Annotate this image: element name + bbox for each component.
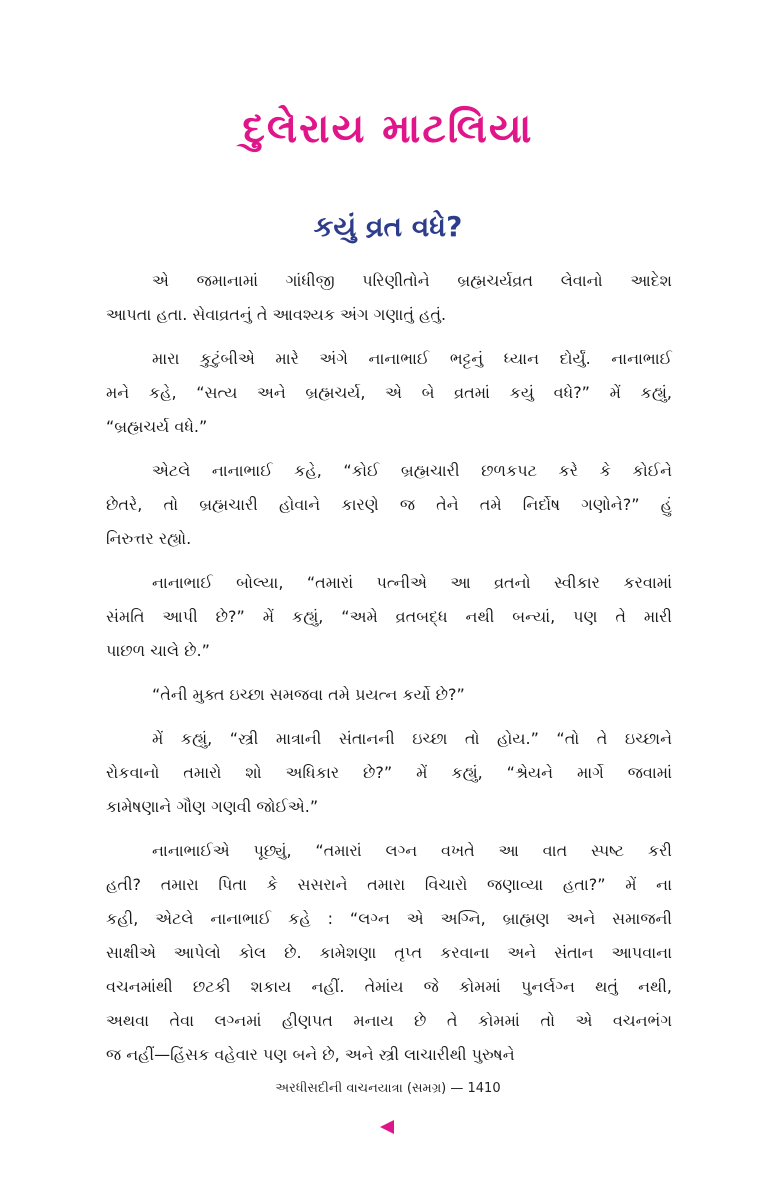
paragraph-line: કહી, એટલે નાનાભાઈ કહે : “લગ્ન એ અગ્નિ, બ્રાહ્મણ અને સમાજની <box>106 909 672 928</box>
paragraph-line: અથવા તેવા લગ્નમાં હીણપત મનાય છે તે કોમમાં તો એ વચનભંગ <box>106 1011 672 1030</box>
paragraph <box>106 342 672 444</box>
paragraph-line: વચનમાંથી છટકી શકાય નહીં. તેમાંય જે કોમમાં પુનર્લગ્ન થતું નથી, <box>106 977 672 996</box>
paragraph <box>106 264 672 332</box>
paragraph-line: મને કહે, “સત્ય અને બ્રહ્મચર્ય, એ બે વ્રતમાં કયું વધે?” મેં કહ્યું, <box>106 383 672 402</box>
story-body <box>106 264 672 1082</box>
story-title: કયું વ્રત વધે? <box>313 210 463 243</box>
paragraph-line: સંમતિ આપી છે?” મેં કહ્યું, “અમે વ્રતબદ્ધ નથી બન્યાં, પણ તે મારી <box>106 607 672 626</box>
paragraph-line: રોકવાનો તમારો શો અધિકાર છે?” મેં કહ્યું, “શ્રેયને માર્ગે જવામાં <box>106 763 672 782</box>
paragraph-line: નાનાભાઈ બોલ્યા, “તમારાં પત્નીએ આ વ્રતનો સ્વીકાર કરવામાં <box>152 573 672 592</box>
paragraph-line: કામેષણાને ગૌણ ગણવી જોઈએ.” <box>106 797 319 816</box>
previous-page-arrow-icon[interactable] <box>380 1120 394 1134</box>
paragraph <box>106 454 672 556</box>
paragraph-line: એ જમાનામાં ગાંધીજી પરિણીતોને બ્રહ્મચર્યવ્રત લેવાનો આદેશ <box>152 271 672 290</box>
paragraph <box>106 834 672 1072</box>
paragraph-line: મેં કહ્યું, “સ્ત્રી માત્રાની સંતાનની ઇચ્છા તો હોય.” “તો તે ઇચ્છાને <box>152 729 672 748</box>
paragraph-line: મારા કુટુંબીએ મારે અંગે નાનાભાઈ ભટ્ટનું ધ્યાન દોર્યું. નાનાભાઈ <box>152 349 672 368</box>
paragraph-line: એટલે નાનાભાઈ કહે, “કોઈ બ્રહ્મચારી છળકપટ કરે કે કોઈને <box>152 461 672 480</box>
author-name: દુલેરાય માટલિયા <box>242 106 534 152</box>
paragraph-line: નિરુત્તર રહ્યો. <box>106 529 192 548</box>
paragraph-line: આપતા હતા. સેવાવ્રતનું તે આવશ્યક અંગ ગણાતું હતું. <box>106 305 447 324</box>
paragraph-line: હતી? તમારા પિતા કે સસરાને તમારા વિચારો જણાવ્યા હતા?” મેં ના <box>106 875 672 894</box>
paragraph-line: “બ્રહ્મચર્ય વધે.” <box>106 417 208 436</box>
paragraph <box>106 678 672 712</box>
paragraph <box>106 722 672 824</box>
paragraph-line: સાક્ષીએ આપેલો કોલ છે. કામેશણા તૃપ્ત કરવાના અને સંતાન આપવાના <box>106 943 672 962</box>
paragraph-line: નાનાભાઈએ પૂછ્યું, “તમારાં લગ્ન વખતે આ વાત સ્પષ્ટ કરી <box>152 841 672 860</box>
paragraph-line: પાછળ ચાલે છે.” <box>106 641 210 660</box>
paragraph-line: છેતરે, તો બ્રહ્મચારી હોવાને કારણે જ તેને તમે નિર્દોષ ગણોને?” હું <box>106 495 672 514</box>
paragraph-line: “તેની મુક્ત ઇચ્છા સમજવા તમે પ્રયત્ન કર્યો છે?” <box>152 685 465 704</box>
page-footer: અરધીસદીની વાચનયાત્રા (સમગ્ર) — 1410 <box>275 1081 501 1096</box>
paragraph-line: જ નહીં—હિંસક વહેવાર પણ બને છે, અને સ્ત્રી લાચારીથી પુરુષને <box>106 1045 515 1064</box>
paragraph <box>106 566 672 668</box>
